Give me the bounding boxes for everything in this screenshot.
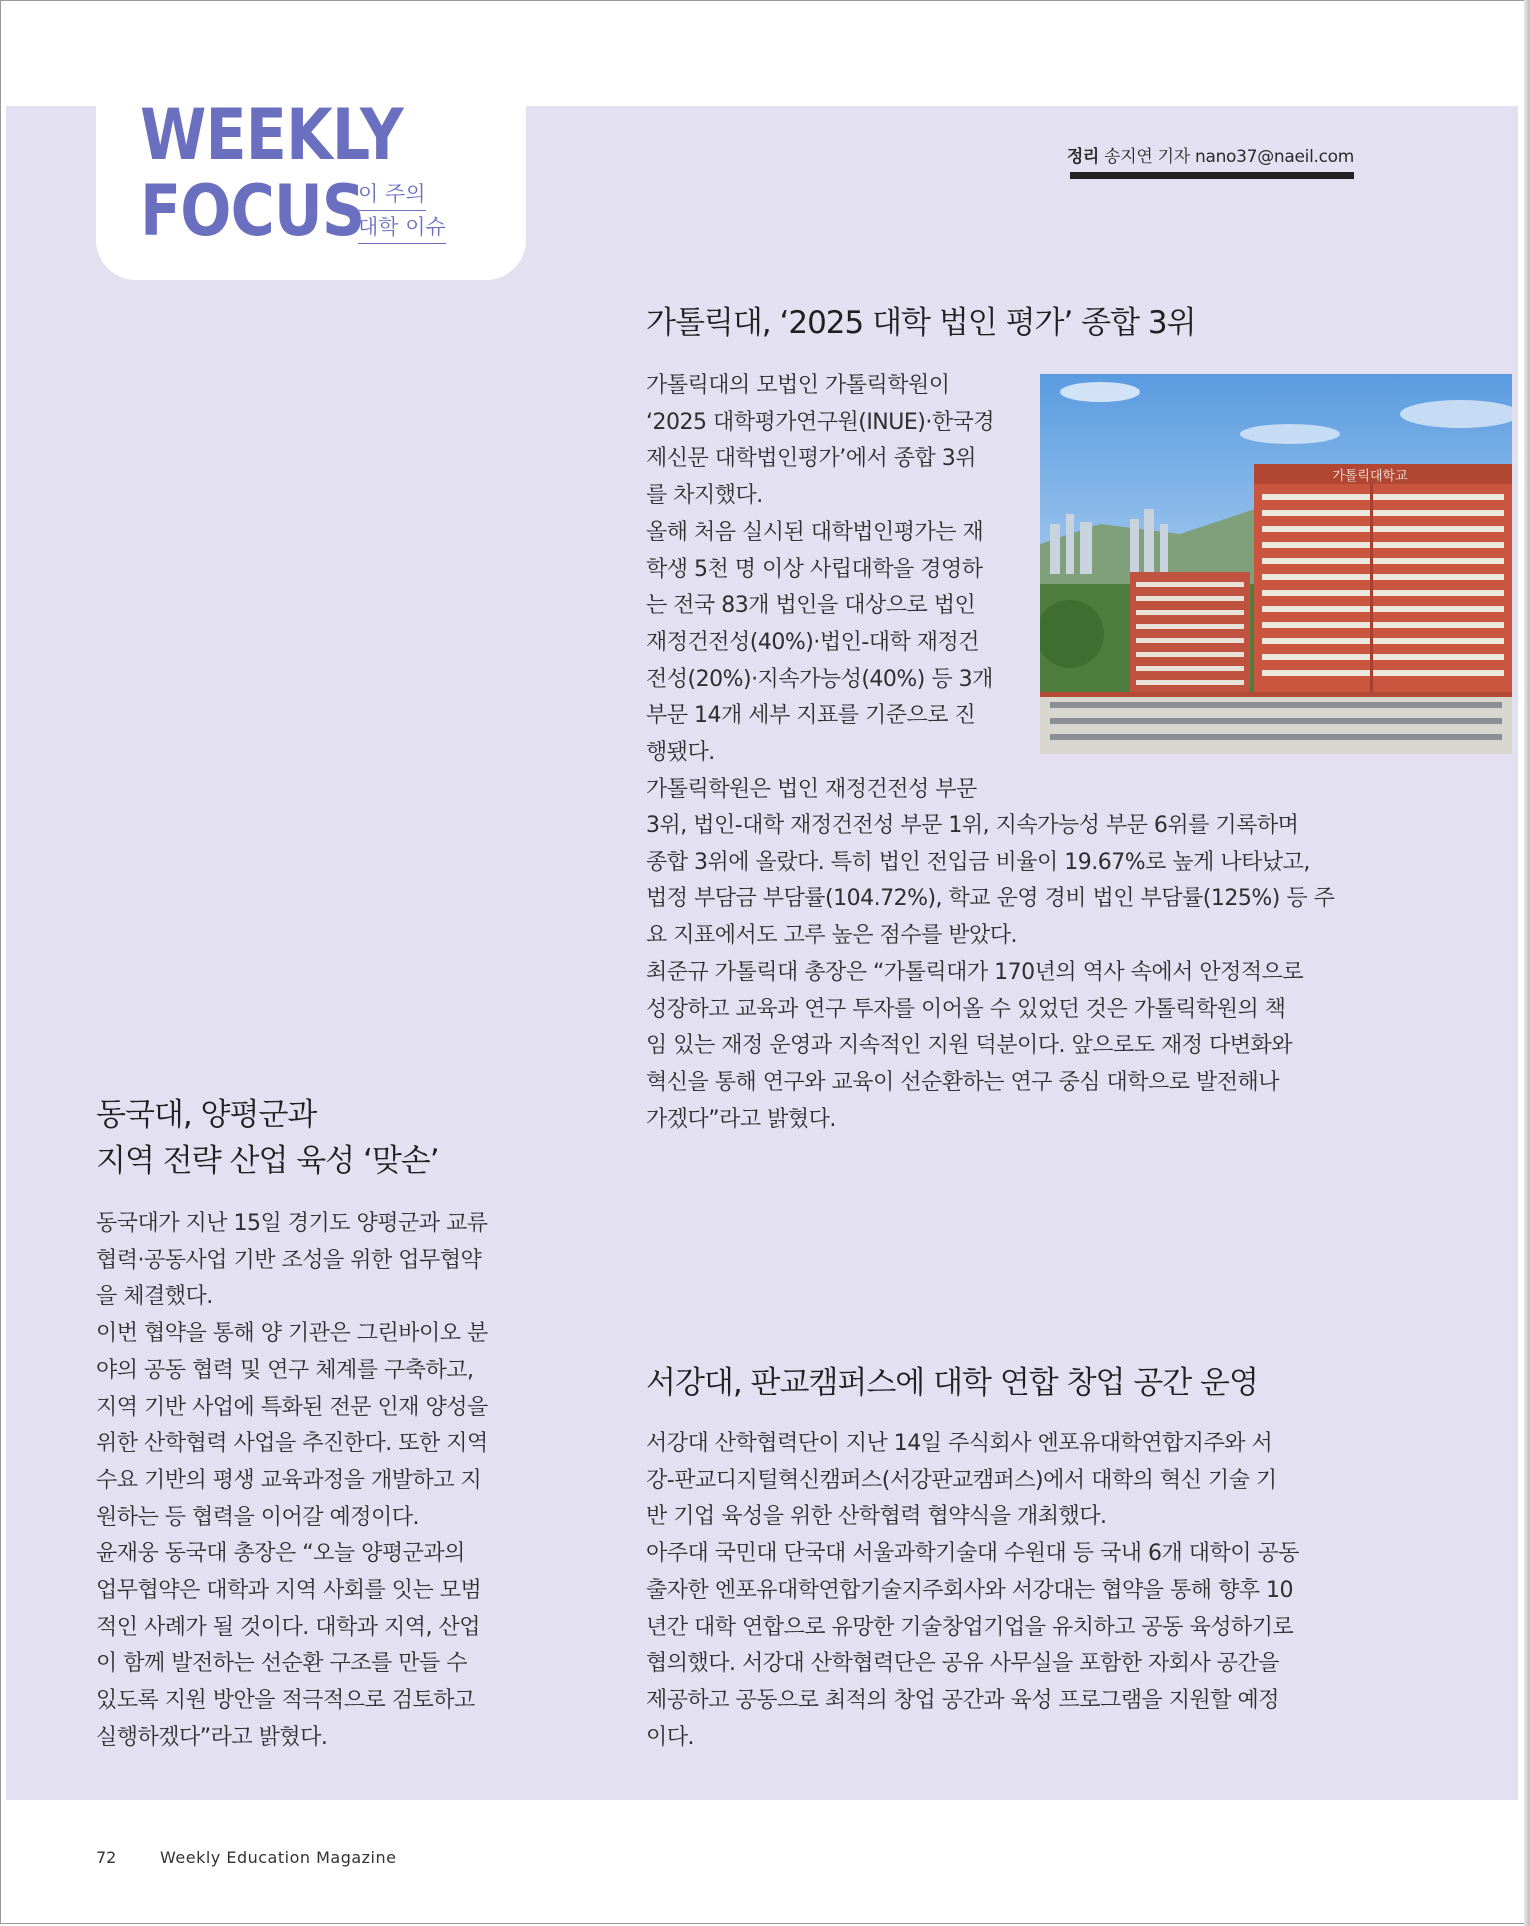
text-line: 있도록 지원 방안을 적극적으로 검토하고 bbox=[96, 1688, 475, 1714]
byline bbox=[1000, 142, 1354, 167]
text-line: 원하는 등 협력을 이어갈 예정이다. bbox=[96, 1504, 419, 1530]
logo-focus: FOCUS bbox=[140, 170, 365, 252]
article1-title: 가톨릭대, ‘2025 대학 법인 평가’ 종합 3위 bbox=[646, 305, 1196, 341]
text-line: 올해 처음 실시된 대학법인평가는 재 bbox=[646, 519, 984, 545]
text-line: 이번 협약을 통해 양 기관은 그린바이오 분 bbox=[96, 1321, 488, 1347]
article2-title-line1: 동국대, 양평군과 bbox=[96, 1097, 317, 1133]
text-line: 동국대가 지난 15일 경기도 양평군과 교류 bbox=[96, 1211, 488, 1236]
article2-title bbox=[96, 1092, 439, 1184]
text-line: 협의했다. 서강대 산학협력단은 공유 사무실을 포함한 자회사 공간을 bbox=[646, 1651, 1280, 1677]
text-line: 부문 14개 세부 지표를 기준으로 진 bbox=[646, 703, 976, 729]
logo-subtitle bbox=[358, 178, 454, 244]
text-line: 혁신을 통해 연구와 교육이 선순환하는 연구 중심 대학으로 발전해나 bbox=[646, 1069, 1280, 1095]
text-line: 전성(20%)·지속가능성(40%) 등 3개 bbox=[646, 666, 993, 692]
text-line: 행됐다. bbox=[646, 740, 715, 766]
text-line: 재정건전성(40%)·법인-대학 재정건 bbox=[646, 629, 980, 655]
text-line: 윤재웅 동국대 총장은 “오늘 양평군과의 bbox=[96, 1541, 465, 1567]
logo-weekly: WEEKLY bbox=[140, 94, 403, 176]
logo-subtitle-line1: 이 주의 bbox=[358, 178, 426, 211]
text-line: 제공하고 공동으로 최적의 창업 공간과 육성 프로그램을 지원할 예정 bbox=[646, 1687, 1280, 1713]
text-line: 출자한 엔포유대학연합기술지주회사와 서강대는 협약을 통해 향후 10 bbox=[646, 1577, 1294, 1603]
text-line: 법정 부담금 부담률(104.72%), 학교 운영 경비 법인 부담률(125%) 등 주 bbox=[646, 886, 1335, 912]
text-line: 가톨릭학원은 법인 재정건전성 부문 bbox=[646, 776, 977, 802]
text-line: 는 전국 83개 법인을 대상으로 법인 bbox=[646, 593, 976, 619]
text-line: 강-판교디지털혁신캠퍼스(서강판교캠퍼스)에서 대학의 혁신 기술 기 bbox=[646, 1467, 1277, 1493]
text-line: 3위, 법인-대학 재정건전성 부문 1위, 지속가능성 부문 6위를 기록하며 bbox=[646, 813, 1299, 838]
text-line: 요 지표에서도 고루 높은 점수를 받았다. bbox=[646, 923, 1017, 949]
text-line: 제신문 대학법인평가’에서 종합 3위 bbox=[646, 446, 976, 472]
text-line: 지역 기반 사업에 특화된 전문 인재 양성을 bbox=[96, 1394, 488, 1420]
text-line: 야의 공동 협력 및 연구 체계를 구축하고, bbox=[96, 1357, 474, 1383]
campus-building-illustration bbox=[1040, 374, 1512, 754]
page-number: 72 bbox=[96, 1848, 117, 1867]
text-line: 가톨릭대의 모법인 가톨릭학원이 bbox=[646, 373, 950, 398]
magazine-name: Weekly Education Magazine bbox=[160, 1848, 397, 1867]
byline-rule bbox=[1070, 172, 1354, 179]
text-line: 종합 3위에 올랐다. 특히 법인 전입금 비율이 19.67%로 높게 나타났고, bbox=[646, 849, 1310, 875]
text-line: 를 차지했다. bbox=[646, 483, 763, 509]
text-line: 이 함께 발전하는 선순환 구조를 만들 수 bbox=[96, 1651, 467, 1677]
building-sign: 가톨릭대학교 bbox=[1332, 469, 1408, 484]
text-line: 실행하겠다”라고 밝혔다. bbox=[96, 1724, 328, 1750]
logo-subtitle-line2: 대학 이슈 bbox=[358, 211, 446, 244]
page-edge-shadow bbox=[1524, 0, 1530, 1926]
byline-label: 정리 bbox=[1066, 147, 1100, 167]
text-line: 년간 대학 연합으로 유망한 기술창업기업을 유치하고 공동 육성하기로 bbox=[646, 1614, 1294, 1640]
text-line: 이다. bbox=[646, 1724, 694, 1750]
text-line: 서강대 산학협력단이 지난 14일 주식회사 엔포유대학연합지주와 서 bbox=[646, 1431, 1273, 1456]
article2-body bbox=[96, 1206, 526, 1757]
article2-title-line2: 지역 전략 산업 육성 ‘맞손’ bbox=[96, 1143, 439, 1179]
article1-body-wide bbox=[646, 808, 1356, 1138]
text-line: 최준규 가톨릭대 총장은 “가톨릭대가 170년의 역사 속에서 안정적으로 bbox=[646, 959, 1304, 985]
text-line: 반 기업 육성을 위한 산학협력 협약식을 개최했다. bbox=[646, 1504, 1107, 1530]
text-line: 성장하고 교육과 연구 투자를 이어올 수 있었던 것은 가톨릭학원의 책 bbox=[646, 996, 1286, 1022]
byline-text: 송지연 기자 nano37@naeil.com bbox=[1104, 147, 1354, 167]
text-line: 업무협약은 대학과 지역 사회를 잇는 모범 bbox=[96, 1578, 482, 1604]
article1-body-narrow bbox=[646, 368, 1016, 808]
text-line: 을 체결했다. bbox=[96, 1284, 213, 1310]
article3-body bbox=[646, 1426, 1356, 1756]
article3-title: 서강대, 판교캠퍼스에 대학 연합 창업 공간 운영 bbox=[646, 1365, 1258, 1401]
text-line: 학생 5천 명 이상 사립대학을 경영하 bbox=[646, 556, 983, 582]
text-line: 가겠다”라고 밝혔다. bbox=[646, 1106, 836, 1132]
text-line: 수요 기반의 평생 교육과정을 개발하고 지 bbox=[96, 1467, 482, 1493]
campus-building-photo bbox=[1040, 374, 1512, 754]
text-line: 아주대 국민대 단국대 서울과학기술대 수원대 등 국내 6개 대학이 공동 bbox=[646, 1541, 1299, 1567]
text-line: 적인 사례가 될 것이다. 대학과 지역, 산업 bbox=[96, 1614, 480, 1640]
text-line: 협력·공동사업 기반 조성을 위한 업무협약 bbox=[96, 1247, 482, 1273]
text-line: 임 있는 재정 운영과 지속적인 지원 덕분이다. 앞으로도 재정 다변화와 bbox=[646, 1033, 1292, 1059]
text-line: ‘2025 대학평가연구원(INUE)·한국경 bbox=[646, 409, 995, 435]
text-line: 위한 산학협력 사업을 추진한다. 또한 지역 bbox=[96, 1431, 488, 1457]
